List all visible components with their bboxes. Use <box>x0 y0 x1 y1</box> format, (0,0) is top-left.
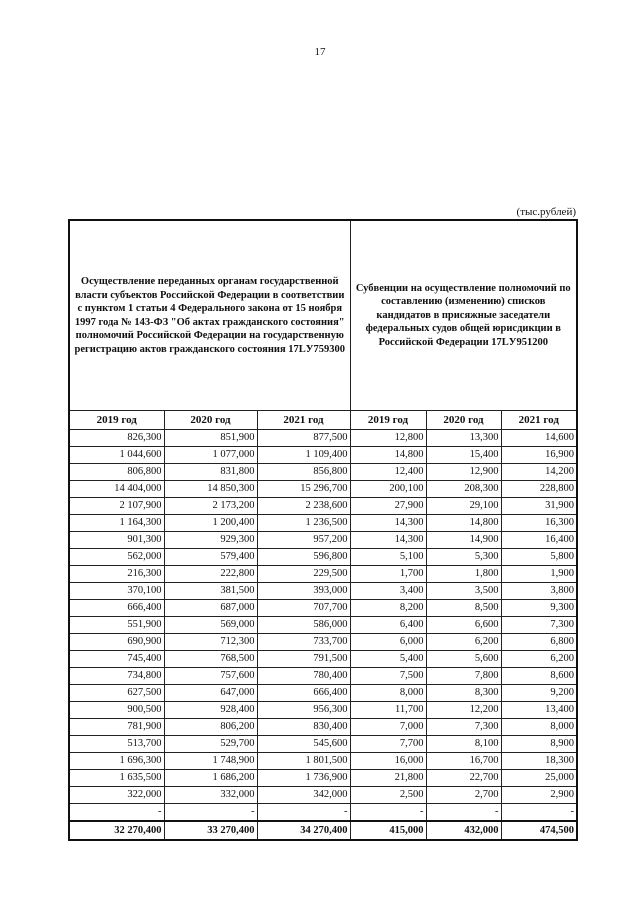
table-cell: 13,300 <box>426 430 501 447</box>
table-cell: 2 107,900 <box>69 498 164 515</box>
table-cell: 1 044,600 <box>69 447 164 464</box>
table-cell: 370,100 <box>69 583 164 600</box>
table-cell: 14,800 <box>426 515 501 532</box>
table-cell: 929,300 <box>164 532 257 549</box>
table-cell: 16,700 <box>426 753 501 770</box>
table-row <box>69 685 577 702</box>
table-cell: 6,200 <box>501 651 577 668</box>
table-cell: 2 238,600 <box>257 498 350 515</box>
table-cell: 562,000 <box>69 549 164 566</box>
table-cell: 16,400 <box>501 532 577 549</box>
table-row <box>69 736 577 753</box>
table-cell: 830,400 <box>257 719 350 736</box>
table-cell: 5,600 <box>426 651 501 668</box>
table-cell: 2,900 <box>501 787 577 804</box>
table-cell: 1,800 <box>426 566 501 583</box>
table-row <box>69 583 577 600</box>
table-cell: 596,800 <box>257 549 350 566</box>
table-cell: 8,200 <box>350 600 426 617</box>
table-cell: 901,300 <box>69 532 164 549</box>
table-cell: 8,500 <box>426 600 501 617</box>
table-cell: 666,400 <box>69 600 164 617</box>
year-header: 2020 год <box>164 411 257 430</box>
year-header: 2019 год <box>350 411 426 430</box>
table-cell: 228,800 <box>501 481 577 498</box>
table-cell: 6,400 <box>350 617 426 634</box>
table-cell: 7,800 <box>426 668 501 685</box>
table-cell: 707,700 <box>257 600 350 617</box>
table-cell: 14,300 <box>350 532 426 549</box>
table-cell: 2,500 <box>350 787 426 804</box>
table-cell: 5,800 <box>501 549 577 566</box>
table-cell: 14,300 <box>350 515 426 532</box>
year-header: 2021 год <box>257 411 350 430</box>
table-cell: 14 404,000 <box>69 481 164 498</box>
table-row <box>69 498 577 515</box>
table-cell: 31,900 <box>501 498 577 515</box>
table-cell: 200,100 <box>350 481 426 498</box>
table-cell: 690,900 <box>69 634 164 651</box>
table-cell: 2,700 <box>426 787 501 804</box>
table-cell: 1 077,000 <box>164 447 257 464</box>
table-cell: 208,300 <box>426 481 501 498</box>
table-cell: - <box>350 804 426 822</box>
table-cell: 16,300 <box>501 515 577 532</box>
table-cell: 687,000 <box>164 600 257 617</box>
table-cell: - <box>426 804 501 822</box>
table-cell: 545,600 <box>257 736 350 753</box>
table-cell: 856,800 <box>257 464 350 481</box>
table-cell: 216,300 <box>69 566 164 583</box>
table-cell: 956,300 <box>257 702 350 719</box>
table-cell: 14,800 <box>350 447 426 464</box>
table-cell: 6,600 <box>426 617 501 634</box>
table-row <box>69 464 577 481</box>
subsidies-table <box>68 219 578 841</box>
table-cell: 551,900 <box>69 617 164 634</box>
table-cell: 780,400 <box>257 668 350 685</box>
table-cell: 757,600 <box>164 668 257 685</box>
table-cell: 791,500 <box>257 651 350 668</box>
table-cell: 22,700 <box>426 770 501 787</box>
table-cell: 322,000 <box>69 787 164 804</box>
table-row <box>69 430 577 447</box>
table-cell: 806,200 <box>164 719 257 736</box>
table-cell: 393,000 <box>257 583 350 600</box>
table-cell: 5,400 <box>350 651 426 668</box>
table-cell: 579,400 <box>164 549 257 566</box>
table-cell: - <box>501 804 577 822</box>
table-row <box>69 787 577 804</box>
table-cell: 16,000 <box>350 753 426 770</box>
table-cell: 6,800 <box>501 634 577 651</box>
table-cell: 7,300 <box>426 719 501 736</box>
section-header-civil-registration: Осуществление переданных органам государственной власти субъектов Российской Федерации в соответствии с пунктом 1 статьи 4 Федерального закона от 15 ноября 1997 года № 143-ФЗ "Об актах гражданского состояния" полномочий Российской Федерации на государственную регистрацию актов гражданского состояния 17LУ759300 <box>69 220 350 411</box>
table-cell: - <box>257 804 350 822</box>
table-cell: 222,800 <box>164 566 257 583</box>
table-row <box>69 549 577 566</box>
table-row <box>69 600 577 617</box>
table-row <box>69 702 577 719</box>
total-cell: 415,000 <box>350 821 426 840</box>
table-row <box>69 753 577 770</box>
table-cell: 768,500 <box>164 651 257 668</box>
table-cell: - <box>69 804 164 822</box>
table-row <box>69 515 577 532</box>
table-cell: 1 696,300 <box>69 753 164 770</box>
table-cell: 851,900 <box>164 430 257 447</box>
table-cell: 7,700 <box>350 736 426 753</box>
table-cell: 831,800 <box>164 464 257 481</box>
table-cell: 6,200 <box>426 634 501 651</box>
table-cell: 381,500 <box>164 583 257 600</box>
table-cell: 712,300 <box>164 634 257 651</box>
table-cell: 1 736,900 <box>257 770 350 787</box>
total-cell: 432,000 <box>426 821 501 840</box>
table-cell: 14,600 <box>501 430 577 447</box>
table-cell: 1 109,400 <box>257 447 350 464</box>
table-cell: 529,700 <box>164 736 257 753</box>
table-cell: 3,400 <box>350 583 426 600</box>
table-row <box>69 481 577 498</box>
table-cell: 7,000 <box>350 719 426 736</box>
table-cell: 733,700 <box>257 634 350 651</box>
units-label: (тыс.рублей) <box>516 206 576 218</box>
page-number: 17 <box>314 46 326 58</box>
year-header: 2020 год <box>426 411 501 430</box>
table-cell: 27,900 <box>350 498 426 515</box>
total-cell: 474,500 <box>501 821 577 840</box>
table-cell: 1,700 <box>350 566 426 583</box>
table-cell: 16,900 <box>501 447 577 464</box>
table-cell: 877,500 <box>257 430 350 447</box>
table-cell: 806,800 <box>69 464 164 481</box>
table-cell: 1 236,500 <box>257 515 350 532</box>
table-row <box>69 804 577 822</box>
table-cell: 734,800 <box>69 668 164 685</box>
table-cell: 12,800 <box>350 430 426 447</box>
year-header-row <box>69 411 577 430</box>
table-cell: 1 748,900 <box>164 753 257 770</box>
table-row <box>69 532 577 549</box>
table-cell: 8,100 <box>426 736 501 753</box>
table-cell: 11,700 <box>350 702 426 719</box>
total-row <box>69 821 577 840</box>
table-row <box>69 719 577 736</box>
table-cell: 12,900 <box>426 464 501 481</box>
table-row <box>69 651 577 668</box>
table-row <box>69 634 577 651</box>
table-cell: 13,400 <box>501 702 577 719</box>
table-cell: 29,100 <box>426 498 501 515</box>
table-cell: 18,300 <box>501 753 577 770</box>
table-cell: 781,900 <box>69 719 164 736</box>
table-cell: 1 801,500 <box>257 753 350 770</box>
table-cell: 6,000 <box>350 634 426 651</box>
table-row <box>69 617 577 634</box>
table-cell: 7,500 <box>350 668 426 685</box>
table-cell: 1,900 <box>501 566 577 583</box>
table-cell: 5,300 <box>426 549 501 566</box>
year-header: 2021 год <box>501 411 577 430</box>
table-cell: 826,300 <box>69 430 164 447</box>
table-cell: 900,500 <box>69 702 164 719</box>
table-cell: 2 173,200 <box>164 498 257 515</box>
table-cell: 745,400 <box>69 651 164 668</box>
table-cell: 1 635,500 <box>69 770 164 787</box>
table-cell: 647,000 <box>164 685 257 702</box>
table-cell: 8,600 <box>501 668 577 685</box>
table-cell: 332,000 <box>164 787 257 804</box>
table-cell: 7,300 <box>501 617 577 634</box>
table-cell: 9,300 <box>501 600 577 617</box>
table-cell: 569,000 <box>164 617 257 634</box>
table-cell: 14 850,300 <box>164 481 257 498</box>
table-cell: 1 164,300 <box>69 515 164 532</box>
year-header: 2019 год <box>69 411 164 430</box>
table-cell: 14,200 <box>501 464 577 481</box>
section-header-jurors: Субвенции на осуществление полномочий по составлению (изменению) списков кандидатов в присяжные заседатели федеральных судов общей юрисдикции в Российской Федерации 17LУ951200 <box>350 220 577 411</box>
table-cell: 15,400 <box>426 447 501 464</box>
table-cell: 666,400 <box>257 685 350 702</box>
table-cell: 12,400 <box>350 464 426 481</box>
table-cell: 8,900 <box>501 736 577 753</box>
table-cell: 8,000 <box>501 719 577 736</box>
table-cell: 25,000 <box>501 770 577 787</box>
table-cell: 1 200,400 <box>164 515 257 532</box>
table-cell: 957,200 <box>257 532 350 549</box>
table-cell: 3,500 <box>426 583 501 600</box>
table-cell: 21,800 <box>350 770 426 787</box>
table-cell: 15 296,700 <box>257 481 350 498</box>
table-cell: 342,000 <box>257 787 350 804</box>
table-cell: 627,500 <box>69 685 164 702</box>
table-cell: 928,400 <box>164 702 257 719</box>
table-cell: 513,700 <box>69 736 164 753</box>
table-row <box>69 566 577 583</box>
table-cell: 3,800 <box>501 583 577 600</box>
total-cell: 33 270,400 <box>164 821 257 840</box>
table-cell: - <box>164 804 257 822</box>
table-cell: 8,000 <box>350 685 426 702</box>
table-cell: 14,900 <box>426 532 501 549</box>
table-cell: 9,200 <box>501 685 577 702</box>
table-row <box>69 668 577 685</box>
table-cell: 1 686,200 <box>164 770 257 787</box>
total-cell: 32 270,400 <box>69 821 164 840</box>
table-row <box>69 447 577 464</box>
table-cell: 12,200 <box>426 702 501 719</box>
table-cell: 586,000 <box>257 617 350 634</box>
table-cell: 8,300 <box>426 685 501 702</box>
table-row <box>69 770 577 787</box>
total-cell: 34 270,400 <box>257 821 350 840</box>
table-cell: 229,500 <box>257 566 350 583</box>
table-cell: 5,100 <box>350 549 426 566</box>
